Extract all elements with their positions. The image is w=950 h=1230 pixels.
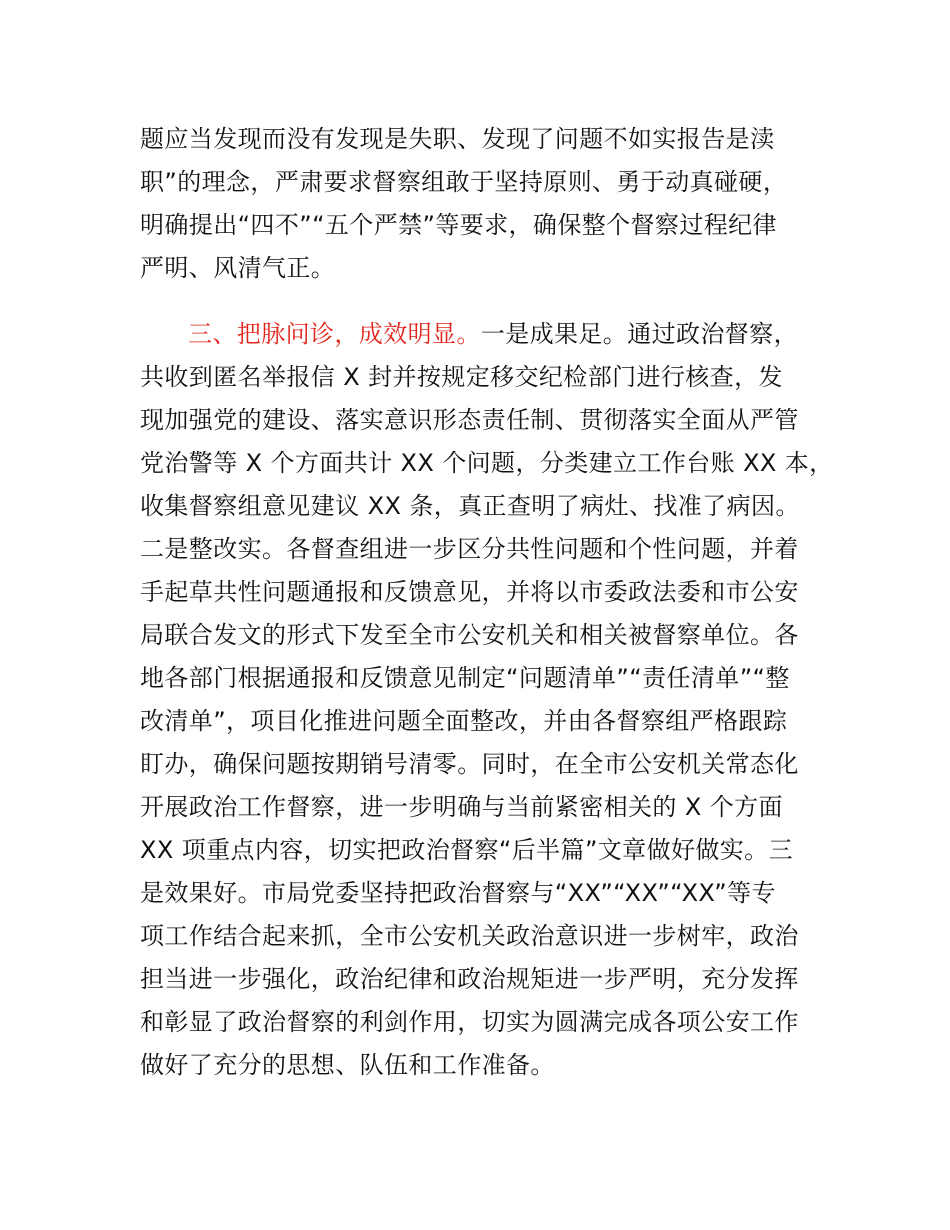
paragraph-line: 项工作结合起来抓，全市公安机关政治意识进一步树牢，政治 xyxy=(140,922,799,950)
paragraph-line: 盯办，确保问题按期销号清零。同时，在全市公安机关常态化 xyxy=(140,750,799,778)
paragraph-line: 改清单”，项目化推进问题全面整改，并由各督察组严格跟踪 xyxy=(140,707,788,735)
paragraph-line: 严明、风清气正。 xyxy=(140,254,336,282)
paragraph-continued xyxy=(140,118,840,290)
paragraph-line: 地各部门根据通报和反馈意见制定“问题清单”“责任清单”“整 xyxy=(140,664,790,692)
paragraph-line: 是效果好。市局党委坚持把政治督察与“XX”“XX”“XX”等专 xyxy=(140,879,776,907)
paragraph-line: XX 项重点内容，切实把政治督察“后半篇”文章做好做实。三 xyxy=(140,836,793,864)
paragraph-results xyxy=(140,313,840,1087)
paragraph-line: 题应当发现而没有发现是失职、发现了问题不如实报告是渎 xyxy=(140,125,775,153)
paragraph-line: 做好了充分的思想、队伍和工作准备。 xyxy=(140,1051,555,1079)
paragraph-line: 明确提出“四不”“五个严禁”等要求，确保整个督察过程纪律 xyxy=(140,211,777,239)
paragraph-line: 局联合发文的形式下发至全市公安机关和相关被督察单位。各 xyxy=(140,621,799,649)
first-line-text: 一是成果足。通过政治督察， xyxy=(480,320,799,348)
paragraph-first-line xyxy=(140,313,840,356)
paragraph-line: 二是整改实。各督查组进一步区分共性问题和个性问题，并着 xyxy=(140,535,799,563)
section-heading: 三、把脉问诊，成效明显。 xyxy=(188,320,481,348)
paragraph-line: 手起草共性问题通报和反馈意见，并将以市委政法委和市公安 xyxy=(140,578,799,606)
paragraph-line: 党治警等 X 个方面共计 XX 个问题，分类建立工作台账 XX 本， xyxy=(140,449,834,477)
paragraph-line: 和彰显了政治督察的利剑作用，切实为圆满完成各项公安工作 xyxy=(140,1008,799,1036)
paragraph-line: 开展政治工作督察，进一步明确与当前紧密相关的 X 个方面 xyxy=(140,793,783,821)
paragraph-line: 现加强党的建设、落实意识形态责任制、贯彻落实全面从严管 xyxy=(140,406,799,434)
paragraph-line: 共收到匿名举报信 X 封并按规定移交纪检部门进行核查，发 xyxy=(140,363,783,391)
paragraph-line: 职”的理念，严肃要求督察组敢于坚持原则、勇于动真碰硬， xyxy=(140,168,788,196)
paragraph-line: 担当进一步强化，政治纪律和政治规矩进一步严明，充分发挥 xyxy=(140,965,799,993)
paragraph-line: 收集督察组意见建议 XX 条，真正查明了病灶、找准了病因。 xyxy=(140,492,800,520)
